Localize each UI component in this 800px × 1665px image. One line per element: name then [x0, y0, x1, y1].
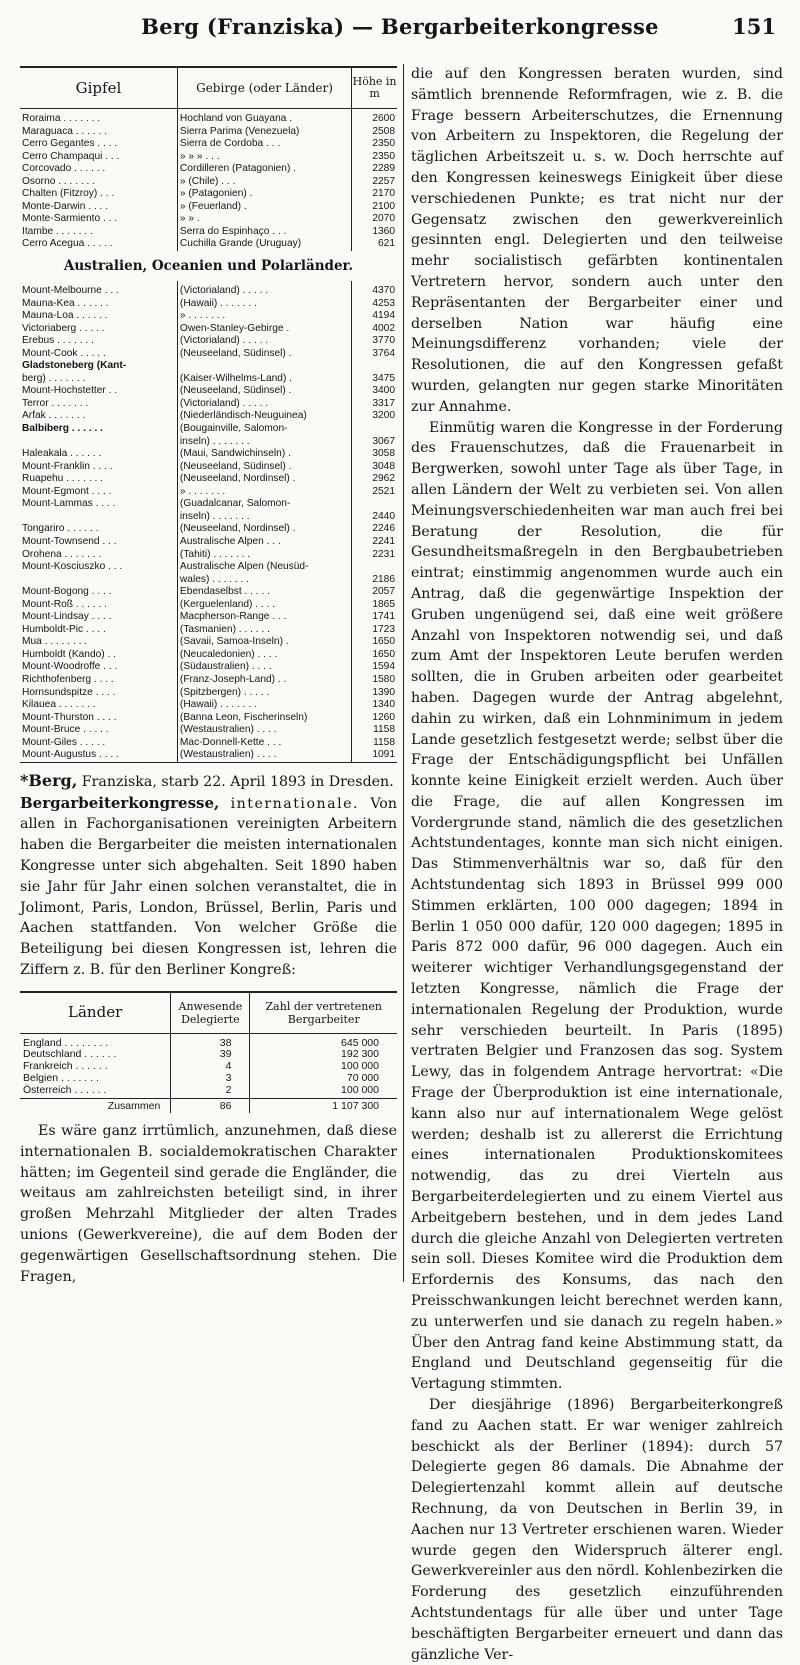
- peak-name: Gladstoneberg (Kant-: [22, 360, 127, 372]
- peak-range: » (Feuerland) .: [177, 201, 351, 214]
- peaks-table-header: [20, 67, 397, 109]
- berg-entry-text: Franziska, starb 22. April 1893 in Dresden.: [77, 773, 394, 790]
- peak-row: [20, 661, 397, 674]
- peak-height: 2100: [372, 200, 395, 212]
- region-heading-row: [20, 251, 397, 281]
- peak-name: Hornsundspitze . . . .: [22, 686, 116, 698]
- peak-row: [20, 712, 397, 725]
- peak-height: [352, 360, 397, 373]
- peak-name: Mount-Giles . . . . .: [22, 736, 106, 748]
- congress-country: Belgien . . . . . . .: [23, 1071, 99, 1084]
- congress-workers: 645 000: [341, 1036, 379, 1049]
- peak-range: Mac-Donnell-Kette . . .: [177, 737, 351, 750]
- peak-name: Itambe . . . . . . .: [22, 225, 93, 237]
- peaks-rows-south-america: [20, 109, 397, 252]
- peak-height: 2600: [372, 113, 395, 124]
- peak-row: [20, 636, 397, 649]
- peak-height: 2257: [372, 175, 395, 187]
- peak-name: [20, 511, 177, 524]
- kongress-headword: Bergarbeiterkongresse,: [20, 793, 220, 812]
- peak-row: [20, 448, 397, 461]
- peak-name: Corcovado . . . . . .: [22, 163, 106, 175]
- peak-height: 1594: [372, 661, 395, 673]
- peak-height: 2289: [372, 163, 395, 175]
- peak-name: Mount-Roß . . . . . .: [22, 598, 107, 610]
- peak-row: [20, 238, 397, 251]
- peak-range: Owen-Stanley-Gebirge .: [177, 323, 351, 336]
- peak-name: Mount-Melbourne . . .: [22, 285, 119, 297]
- peak-range: (Tasmanien) . . . . . .: [177, 624, 351, 637]
- peak-height: 1650: [372, 636, 395, 648]
- peak-range: Cuchilla Grande (Uruguay): [177, 238, 351, 251]
- peak-name: Richthofenberg . . . .: [22, 673, 114, 685]
- peak-height: 1741: [372, 611, 395, 623]
- peak-row: [20, 536, 397, 549]
- peak-height: 1091: [352, 749, 397, 762]
- page-number: 151: [732, 14, 776, 39]
- peak-range: Macpherson-Range . . .: [177, 611, 351, 624]
- peak-name: Terror . . . . . . .: [22, 397, 89, 409]
- peak-row: [20, 163, 397, 176]
- peak-row: [20, 335, 397, 348]
- peak-range: (Banna Leon, Fischerinseln): [177, 712, 351, 725]
- peak-range: (Neuseeland, Nordinsel) .: [177, 473, 351, 486]
- peak-row: [20, 138, 397, 151]
- congress-country: Deutschland . . . . . .: [23, 1048, 117, 1061]
- congress-total-row: [20, 1099, 397, 1113]
- peak-range: (Neuseeland, Südinsel) .: [177, 461, 351, 474]
- peak-row: [20, 473, 397, 486]
- peak-row: [20, 749, 397, 762]
- peak-range: Sierra de Cordoba . . .: [177, 138, 351, 151]
- peak-name: Tongariro . . . . . .: [22, 523, 99, 535]
- peak-name: Mount-Bogong . . . .: [22, 586, 112, 598]
- peak-height: 2057: [372, 586, 395, 598]
- peak-name: Maraguaca . . . . . .: [22, 125, 107, 137]
- peak-range: (Hawaii) . . . . . . .: [177, 298, 351, 311]
- peak-range: » » » . . .: [177, 151, 351, 164]
- peak-height: 4002: [372, 322, 395, 334]
- peak-height: 1580: [372, 673, 395, 685]
- congress-delegates: 4: [171, 1061, 250, 1073]
- peak-row: [20, 561, 397, 574]
- peak-range: (Hawaii) . . . . . . .: [177, 699, 351, 712]
- peak-height: [352, 561, 397, 574]
- peak-name: Osorno . . . . . . .: [22, 175, 96, 187]
- peak-range: » . . . . . . .: [177, 486, 351, 499]
- peaks-rows-australia: [20, 281, 397, 762]
- peak-name: Kilauea . . . . . . .: [22, 699, 96, 711]
- peak-row: [20, 599, 397, 612]
- peak-range: wales) . . . . . . .: [177, 574, 351, 587]
- peak-name: Victoriaberg . . . . .: [22, 322, 105, 334]
- congress-table-header: [20, 992, 397, 1034]
- peak-range: Sierra Parima (Venezuela): [177, 126, 351, 139]
- peak-row: [20, 436, 397, 449]
- peak-name: Mount-Cook . . . . .: [22, 347, 106, 359]
- peak-range: (Franz-Joseph-Land) . .: [177, 674, 351, 687]
- peak-range: (Westaustralien) . . . .: [177, 724, 351, 737]
- peak-range: » . . . . . . .: [177, 310, 351, 323]
- berg-headword: *Berg,: [20, 770, 78, 790]
- peak-range: (Niederländisch-Neuguinea): [177, 410, 351, 423]
- peak-range: (Tahiti) . . . . . . .: [177, 549, 351, 562]
- peak-height: 2070: [372, 213, 395, 225]
- peak-height: 621: [378, 238, 395, 250]
- peak-row: [20, 281, 397, 298]
- peak-name: Mauna-Kea . . . . . .: [22, 297, 109, 309]
- peak-height: [352, 423, 397, 436]
- peak-height: 2231: [372, 548, 395, 560]
- peak-range: inseln) . . . . . . .: [177, 511, 351, 524]
- peak-name: [20, 436, 177, 449]
- peak-row: [20, 498, 397, 511]
- peak-name: berg) . . . . . . .: [22, 372, 86, 384]
- peak-range: (Spitzbergen) . . . . .: [177, 687, 351, 700]
- peak-row: [20, 724, 397, 737]
- congress-rows: [20, 1033, 397, 1099]
- peak-name: Cerro Acegua . . . . .: [22, 238, 113, 250]
- peak-height: 2350: [372, 138, 395, 150]
- peak-name: Mauna-Loa . . . . . .: [22, 310, 108, 322]
- peak-height: 2186: [372, 573, 395, 585]
- peak-range: Australische Alpen (Neusüd-: [177, 561, 351, 574]
- peak-range: (Victorialand) . . . . .: [177, 281, 351, 298]
- peak-row: [20, 737, 397, 750]
- peak-name: Cerro Champaqui . . .: [22, 150, 120, 162]
- peak-height: 1390: [372, 686, 395, 698]
- peak-range: [177, 360, 351, 373]
- peak-name: Mount-Bruce . . . . .: [22, 724, 109, 736]
- peak-name: Arfak . . . . . . .: [22, 410, 86, 422]
- peak-height: 1360: [372, 225, 395, 237]
- left-bottom-paragraph: Es wäre ganz irrtümlich, anzunehmen, daß diese internationalen B. socialdemokratischen Charakter hätten; im Gegenteil sind gerade die Engländer, die weitaus am zahlreichsten beteiligt sind, in ihrer großen Mehrzahl Mitglieder der alten Trades unions (Gewerkvereine), die auf dem Boden der gegenwärtigen Gesellschaftsordnung stehen. Die Fragen,: [20, 1122, 397, 1285]
- peak-row: [20, 461, 397, 474]
- right-paragraph-1: die auf den Kongressen beraten wurden, sind sämtlich brennende Reformfragen, wie z. B. die Frage bessern Arbeiterschutzes, die Ernennung von Arbeitern zu Inspektoren, die Regelung der täglichen Arbeitszeit u. s. w. Doch herrschte auf den Kongressen keineswegs Einigkeit über diese verschiedenen Punkte; es trat nicht nur der Gegensatz zwischen den gewerkvereinlich gesinnten engl. Delegierten und den teilweise mehr socialistisch gefärbten kontinentalen Vertretern hervor, sondern auch unter den Repräsentanten der Bergarbeiter einer und derselben Nation war häufig eine Meinungsdifferenz vorhanden; viele der Resolutionen, die auf den Kongressen gefaßt wurden, gelangten nur gegen starke Minoritäten zur Annahme.: [411, 66, 783, 415]
- congress-country: England . . . . . . . .: [23, 1036, 109, 1049]
- peak-range: (Guadalcanar, Salomon-: [177, 498, 351, 511]
- peak-range: Serra do Espinhaço . . .: [177, 226, 351, 239]
- peak-name: Mua . . . . . . . .: [22, 636, 88, 648]
- height-column-header: Höhe in m: [352, 67, 397, 109]
- peak-row: [20, 213, 397, 226]
- peak-height: 4194: [372, 310, 395, 322]
- workers-column-header: Zahl der vertretenen Bergarbeiter: [250, 992, 397, 1034]
- peak-name: Mount-Franklin . . . .: [22, 460, 113, 472]
- peak-range: (Savaii, Samoa-Inseln) .: [177, 636, 351, 649]
- congress-row: [20, 1033, 397, 1049]
- peak-name: Mount-Augustus . . . .: [20, 749, 177, 762]
- peak-name: Mount-Lindsay . . . .: [22, 611, 112, 623]
- congress-workers: 70 000: [346, 1071, 379, 1084]
- peak-range: » » .: [177, 213, 351, 226]
- peak-row: [20, 523, 397, 536]
- peak-range: (Neucaledonien) . . . .: [177, 649, 351, 662]
- peak-range: Australische Alpen . . .: [177, 536, 351, 549]
- header-title: Berg (Franziska) — Bergarbeiterkongresse: [141, 14, 659, 39]
- congress-workers: 100 000: [250, 1085, 397, 1099]
- peak-name: Cerro Gegantes . . . .: [22, 138, 118, 150]
- peak-row: [20, 385, 397, 398]
- total-delegates: 86: [171, 1099, 250, 1113]
- peak-range: Cordilleren (Patagonien) .: [177, 163, 351, 176]
- peak-height: 3770: [372, 335, 395, 347]
- peak-height: 1865: [372, 598, 395, 610]
- peak-height: 4370: [372, 285, 395, 297]
- congress-row: [20, 1085, 397, 1099]
- peak-height: 1650: [372, 648, 395, 660]
- total-workers: 1 107 300: [250, 1099, 397, 1113]
- peak-row: [20, 649, 397, 662]
- country-column-header: Länder: [20, 992, 171, 1034]
- peak-height: 2170: [372, 188, 395, 200]
- kongress-entry: [20, 793, 397, 981]
- range-column-header: Gebirge (oder Länder): [177, 67, 351, 109]
- peak-height: 3317: [372, 397, 395, 409]
- right-column: [411, 64, 783, 1665]
- peak-name: Chalten (Fitzroy) . . .: [22, 188, 115, 200]
- peak-height: 3764: [372, 347, 395, 359]
- peak-row: [20, 360, 397, 373]
- congress-delegates: 38: [171, 1033, 250, 1049]
- peak-name: Monte-Sarmiento . . .: [22, 213, 118, 225]
- peak-name: Haleakala . . . . . .: [22, 448, 102, 460]
- peak-row: [20, 624, 397, 637]
- kongress-spaced-word: internationale.: [230, 795, 360, 812]
- peak-row: [20, 201, 397, 214]
- peak-row: [20, 574, 397, 587]
- column-divider: [403, 64, 404, 1282]
- running-header: [20, 14, 780, 52]
- congress-table: [20, 991, 397, 1113]
- peak-height: 2440: [372, 510, 395, 522]
- peak-name: Mount-Lammas . . . .: [22, 498, 116, 510]
- peak-name: Mount-Hochstetter . .: [22, 385, 118, 397]
- peak-row: [20, 549, 397, 562]
- peak-range: (Westaustralien) . . . .: [177, 749, 351, 762]
- peak-name: Mount-Thurston . . . .: [22, 711, 117, 723]
- peak-height: 1260: [372, 711, 395, 723]
- peak-range: (Kerguelenland) . . . .: [177, 599, 351, 612]
- peak-height: 3058: [372, 448, 395, 460]
- peak-name: Mount-Egmont . . . .: [22, 485, 112, 497]
- peak-row: [20, 348, 397, 361]
- congress-delegates: 39: [171, 1049, 250, 1061]
- peak-height: 2246: [372, 523, 395, 535]
- peak-name: Orohena . . . . . . .: [22, 548, 102, 560]
- peak-height: 3048: [372, 460, 395, 472]
- peak-row: [20, 126, 397, 139]
- peak-range: (Neuseeland, Südinsel) .: [177, 348, 351, 361]
- peak-height: 3200: [372, 410, 395, 422]
- peak-name: Humboldt (Kando) . .: [22, 648, 116, 660]
- peak-range: (Südaustralien) . . . .: [177, 661, 351, 674]
- peak-row: [20, 298, 397, 311]
- peak-range: (Neuseeland, Südinsel) .: [177, 385, 351, 398]
- left-column: [20, 66, 397, 1287]
- peak-row: [20, 486, 397, 499]
- peak-height: 2962: [372, 473, 395, 485]
- peak-row: [20, 423, 397, 436]
- peak-height: 1723: [372, 623, 395, 635]
- berg-entry: [20, 771, 397, 793]
- peak-height: 3400: [372, 385, 395, 397]
- peak-range: Ebendaselbst . . . . .: [177, 586, 351, 599]
- kongress-entry-text: Von allen in Fachorganisationen vereinigten Arbeitern haben die Bergarbeiter die meisten internationalen Kongresse unter sich abgehalten. Seit 1890 haben sie Jahr für Jahr einen solchen veranstaltet, die in Jolimont, Paris, London, Brüssel, Berlin, Paris und Aachen stattfanden. Von welcher Größe die Beteiligung bei diesen Kongressen ist, lehren die Ziffern z. B. für den Berliner Kongreß:: [20, 795, 397, 978]
- peak-range: inseln) . . . . . . .: [177, 436, 351, 449]
- peak-range: (Victorialand) . . . . .: [177, 335, 351, 348]
- peak-row: [20, 410, 397, 423]
- congress-country: Österreich . . . . . .: [20, 1085, 171, 1099]
- peak-height: 2508: [372, 125, 395, 137]
- peak-row: [20, 674, 397, 687]
- peak-height: 3067: [372, 435, 395, 447]
- peak-range: (Bougainville, Salomon-: [177, 423, 351, 436]
- peaks-table: [20, 66, 397, 763]
- peak-row: [20, 226, 397, 239]
- peak-row: [20, 176, 397, 189]
- peak-name: Mount-Woodroffe . . .: [22, 661, 118, 673]
- peak-height: 3475: [372, 372, 395, 384]
- congress-workers: 100 000: [341, 1060, 379, 1073]
- peak-height: 1158: [373, 724, 395, 736]
- peak-range: (Maui, Sandwichinseln) .: [177, 448, 351, 461]
- peak-row: [20, 611, 397, 624]
- peak-name: Roraima . . . . . . .: [22, 113, 101, 124]
- peak-height: 4253: [372, 297, 395, 309]
- peak-height: 2241: [372, 535, 395, 547]
- delegates-column-header: Anwesende Delegierte: [171, 992, 250, 1034]
- peak-row: [20, 151, 397, 164]
- peak-row: [20, 109, 397, 126]
- region-heading: Australien, Oceanien und Polarländer.: [63, 258, 354, 275]
- peak-range: (Victorialand) . . . . .: [177, 398, 351, 411]
- congress-delegates: 3: [171, 1073, 250, 1085]
- peak-row: [20, 373, 397, 386]
- peak-row: [20, 586, 397, 599]
- peak-range: (Neuseeland, Nordinsel) .: [177, 523, 351, 536]
- peak-name: Humboldt-Pic . . . .: [22, 623, 106, 635]
- congress-workers: 192 300: [341, 1048, 379, 1061]
- peak-name: Balbiberg . . . . . .: [22, 423, 103, 435]
- right-paragraph-2: Einmütig waren die Kongresse in der Forderung des Frauenschutzes, daß die Frauenarbeit in Bergwerken, sowohl unter Tage als über Tage, in allen Ländern der Welt zu verbieten sei. Von allen Meinungsverschiedenheiten war man auch frei bei Beratung der Resolution, die für Gesundheitsmaßregeln in den Bergbaubetrieben eintrat; einstimmig angenommen wurde auch ein Antrag, daß die gegenwärtige Inspektion der Gruben ungenügend sei, daß eine weit größere Anzahl von Inspektoren notwendig sei, und daß zum Amt der Inspektoren Leute berufen werden sollten, die in Gruben arbeiten oder gearbeitet haben. Dagegen wurde der Antrag abgelehnt, dahin zu wirken, daß ein Lohnminimum in jedem Lande gesetzlich festgesetzt werde; selbst über die Frage der Entschädigungspflicht bei Unfällen konnte keine Einigkeit erzielt werden. Auch über die Frage, die auf allen Kongressen im Vordergrunde stand, nämlich die des gesetzlichen Achtstundentages, konnte man sich nicht einigen. Das Stimmenverhältnis war so, daß für den Achtstundentag sich 1893 in Brüssel 999 000 Stimmen erklärten, 100 000 dagegen; 1894 in Berlin 1 050 000 dafür, 120 000 dagegen; 1895 in Paris 872 000 dafür, 96 000 dagegen. Auch ein weiterer wichtiger Verhandlungsgegenstand der letzten Kongresse, nämlich die Frage der internationalen Regelung der Produktion, wurde sehr verschieden beurteilt. In Paris (1895) vertraten Belgier und Franzosen das sog. System Lewy, das in folgendem Antrage hervortrat: «Die Frage der Überproduktion ist eine internationale, kann also nur auf internationalem Wege gelöst werden; deshalb ist zu allererst die Errichtung eines internationalen Produktionskomitees notwendig, das zu drei Vierteln aus Bergarbeiterdelegierten und zu einem Viertel aus Arbeitgebern bestehen, und in dem jedes Land durch die gleiche Anzahl von Delegierten vertreten sein soll. Dieses Komitee wird die Produktion dem Erfordernis des Konsums, das nach den Preisschwankungen leicht berechnet werden kann, zu unterwerfen und sie danach zu regeln haben.» Über den Antrag fand keine Abstimmung statt, da England und Deutschland gegenseitig für die Vertagung stimmten.: [411, 419, 783, 1393]
- peak-range: (Kaiser-Wilhelms-Land) .: [177, 373, 351, 386]
- peak-range: Hochland von Guayana .: [177, 109, 351, 126]
- congress-row: [20, 1073, 397, 1085]
- peak-row: [20, 687, 397, 700]
- peak-name: Mount-Kosciuszko . . .: [22, 561, 123, 573]
- peak-row: [20, 188, 397, 201]
- total-label: Zusammen: [107, 1100, 161, 1113]
- peak-height: 1340: [372, 699, 395, 711]
- peak-row: [20, 511, 397, 524]
- peak-name: Erebus . . . . . . .: [22, 335, 94, 347]
- peak-row: [20, 323, 397, 336]
- peak-row: [20, 699, 397, 712]
- peak-name: Mount-Townsend . . .: [22, 535, 117, 547]
- congress-country: Frankreich . . . . . .: [23, 1060, 108, 1073]
- peak-name: [20, 574, 177, 587]
- peak-name: Ruapehu . . . . . . .: [22, 473, 103, 485]
- peak-range: » (Chile) . . .: [177, 176, 351, 189]
- right-paragraph-3: Der diesjährige (1896) Bergarbeiterkongreß fand zu Aachen statt. Er war weniger zahlreich beschickt als der Berliner (1894): durch 57 Delegierte gegen 86 damals. Die Abnahme der Delegiertenzahl kommt allein auf deutsche Rechnung, da von Deutschen in Berlin 39, in Aachen nur 13 Vertreter erschienen waren. Wieder wurde gegen den Widerspruch älterer engl. Gewerkvereinler aus den nördl. Kohlenbezirken die Forderung des gesetzlich einzuführenden Achtstundentags für alle über und unter Tage beschäftigten Bergarbeiter erneuert und dann das gänzliche Ver-: [411, 1397, 783, 1663]
- peak-name: Monte-Darwin . . . .: [22, 200, 109, 212]
- peak-column-header: Gipfel: [20, 67, 177, 109]
- peak-height: 1158: [373, 736, 395, 748]
- peak-height: 2521: [372, 485, 395, 497]
- peak-height: [352, 498, 397, 511]
- peak-row: [20, 398, 397, 411]
- congress-delegates: 2: [171, 1085, 250, 1099]
- peak-row: [20, 310, 397, 323]
- peak-range: » (Patagonien) .: [177, 188, 351, 201]
- peak-height: 2350: [372, 150, 395, 162]
